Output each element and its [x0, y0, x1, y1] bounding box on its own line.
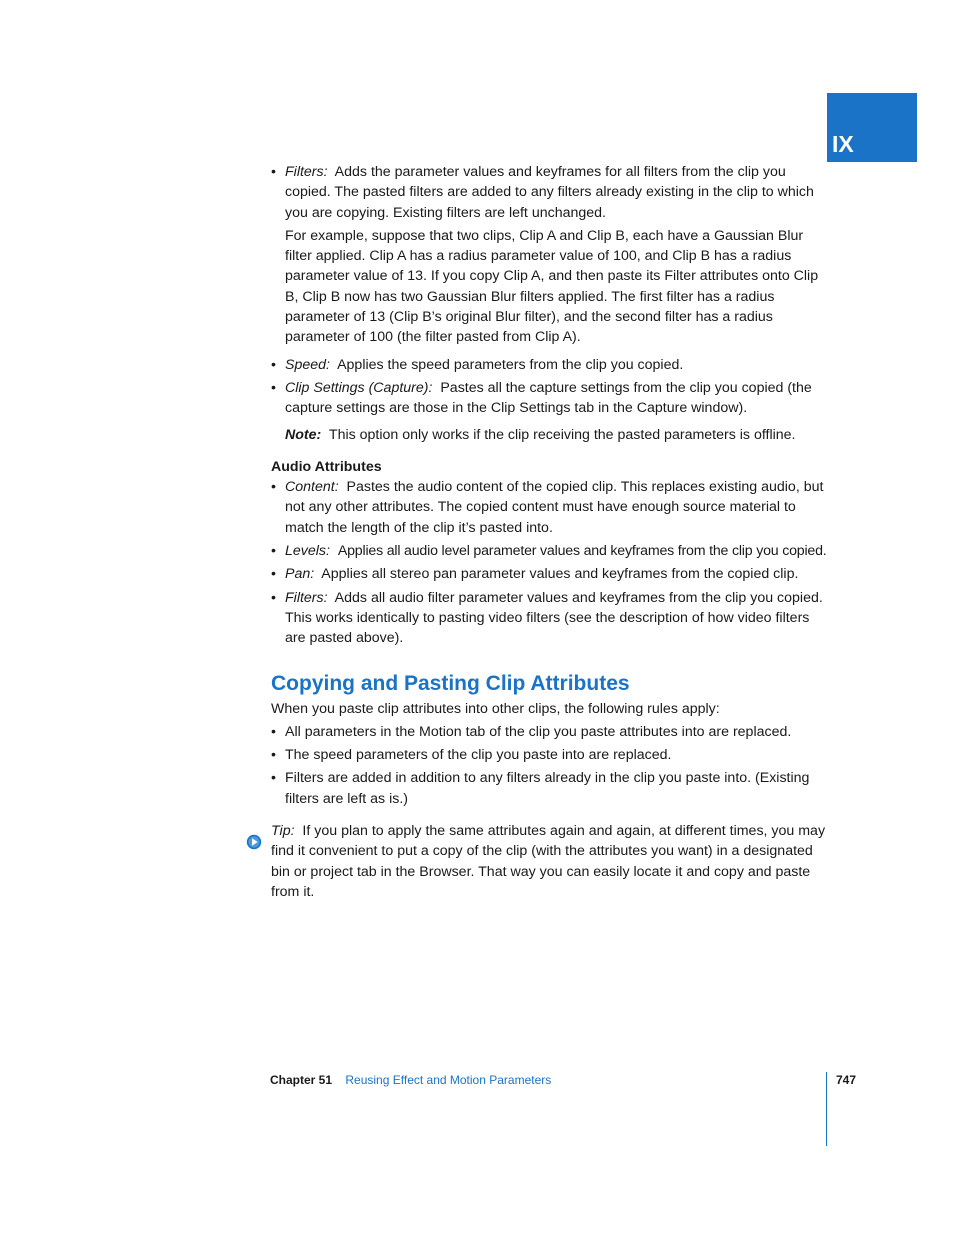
note-text: This option only works if the clip receiving the pasted parameters is offline. [328, 426, 796, 443]
item-text: The speed parameters of the clip you paste into are replaced. [285, 747, 672, 764]
item-text: Applies all stereo pan parameter values and keyframes from the copied clip. [321, 566, 799, 583]
part-tab: IX [827, 93, 917, 162]
section-title: Copying and Pasting Clip Attributes [271, 671, 630, 695]
list-item [271, 564, 831, 584]
list-item [271, 588, 831, 649]
bullet: • [271, 566, 276, 583]
tip-label: Tip: [271, 823, 295, 840]
item-text: All parameters in the Motion tab of the clip you paste attributes into are replaced. [285, 723, 792, 740]
list-item [271, 768, 831, 809]
chapter-number: Chapter 51 [270, 1073, 333, 1087]
tip-arrow-icon [246, 834, 262, 850]
bullet: • [271, 356, 276, 373]
item-label: Pan: [285, 566, 315, 583]
tip-text: If you plan to apply the same attributes again and again, at different times, you may find it convenient to put a copy of the clip (with the attributes you want) in a designated bin or project tab in the Browser. That way you can easily locate it and copy and paste from it. [271, 823, 826, 900]
list-item [271, 162, 831, 223]
item-label: Filters: [285, 589, 328, 606]
note-label: Note: [285, 426, 322, 443]
item-label: Levels: [285, 543, 330, 560]
bullet: • [271, 589, 276, 606]
item-text: Applies the speed parameters from the clip you copied. [337, 356, 684, 373]
bullet: • [271, 770, 276, 787]
audio-attributes-heading: Audio Attributes [271, 458, 382, 475]
item-text: Filters are added in addition to any filters already in the clip you paste into. (Existing filters are left as is.) [285, 770, 810, 807]
section-intro: When you paste clip attributes into other clips, the following rules apply: [271, 700, 720, 717]
tip-paragraph [271, 821, 831, 902]
bullet: • [271, 379, 276, 396]
list-item [271, 378, 831, 419]
bullet: • [271, 723, 276, 740]
item-label: Content: [285, 479, 339, 496]
item-text: Adds all audio filter parameter values and keyframes from the clip you copied. This works identically to pasting video filters (see the description of how video filters are pasted above). [285, 589, 823, 647]
item-label: Speed: [285, 356, 330, 373]
page-content [271, 162, 831, 902]
item-text: Pastes the audio content of the copied clip. This replaces existing audio, but not any other attributes. The copied content must have enough source material to match the length of the clip it’s pasted into. [285, 479, 824, 536]
footer-divider [826, 1072, 827, 1146]
chapter-title-link[interactable]: Reusing Effect and Motion Parameters [345, 1073, 552, 1087]
page-footer [270, 1072, 551, 1088]
item-label: Filters: [285, 164, 328, 180]
item-label: Clip Settings (Capture): [285, 379, 433, 396]
bullet: • [271, 479, 276, 496]
item-text: Applies all audio level parameter values and keyframes from the clip you copied. [337, 543, 827, 560]
item-text: Adds the parameter values and keyframes for all filters from the clip you copied. The pasted filters are added to any filters already existing in the clip to which you are copying. Existing filters are left unchanged. [285, 164, 814, 221]
bullet: • [271, 747, 276, 764]
list-item [271, 541, 831, 561]
list-item [271, 477, 831, 538]
list-item [271, 745, 831, 765]
note-paragraph [271, 425, 831, 445]
bullet: • [271, 543, 276, 560]
page-number: 747 [836, 1073, 857, 1087]
list-item [271, 355, 831, 375]
bullet: • [271, 164, 276, 180]
item-text: Pastes all the capture settings from the clip you copied (the capture settings are those in the Clip Settings tab in the Capture window). [285, 379, 812, 417]
list-item [271, 722, 831, 742]
example-paragraph: For example, suppose that two clips, Clip A and Clip B, each have a Gaussian Blur filter applied. Clip A has a radius parameter value of 100, and Clip B has a radius parameter value of 13. If you copy Clip A, and then paste its Filter attributes onto Clip B, Clip B now has two Gaussian Blur filters applied. The first filter has a radius parameter of 13 (Clip B’s original Blur filter), and the second filter has a radius parameter of 100 (the filter pasted from Clip A). [285, 227, 819, 346]
